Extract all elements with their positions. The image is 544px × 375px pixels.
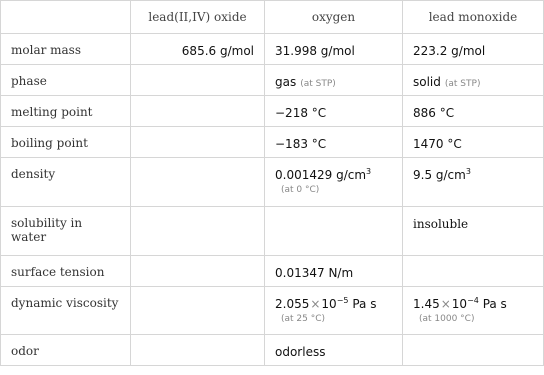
column-header-oxygen: oxygen (265, 1, 403, 34)
cell-oxygen: odorless (265, 335, 403, 366)
row-label: molar mass (1, 34, 131, 65)
cell-lead-monoxide: 1470 °C (403, 127, 544, 158)
condition-note: (at 0 °C) (281, 185, 320, 195)
mantissa: 2.055 (275, 297, 310, 311)
corner-cell (1, 1, 131, 34)
exponent: −4 (467, 296, 479, 305)
row-label: boiling point (1, 127, 131, 158)
cell-lead-ii-iv-oxide (131, 127, 265, 158)
unit: Pa s (352, 297, 377, 311)
column-header-lead-monoxide: lead monoxide (403, 1, 544, 34)
cell-lead-monoxide (403, 287, 544, 335)
table-row-melting-point (1, 96, 544, 127)
row-label: surface tension (1, 256, 131, 287)
row-label: odor (1, 335, 131, 366)
value: solid (413, 75, 441, 89)
cell-lead-monoxide: insoluble (403, 207, 544, 256)
condition-note: (at STP) (300, 79, 336, 89)
mantissa: 1.45 (413, 297, 440, 311)
table-row-dynamic-viscosity (1, 287, 544, 335)
column-header-lead-ii-iv-oxide: lead(II,IV) oxide (131, 1, 265, 34)
header-row (1, 1, 544, 34)
cell-lead-ii-iv-oxide (131, 65, 265, 96)
table-row-surface-tension (1, 256, 544, 287)
row-label: solubility in water (1, 207, 131, 256)
cell-lead-monoxide (403, 256, 544, 287)
cell-oxygen: −218 °C (265, 96, 403, 127)
exponent: 3 (465, 167, 471, 176)
cell-lead-ii-iv-oxide: 685.6 g/mol (131, 34, 265, 65)
cell-oxygen (265, 207, 403, 256)
cell-lead-ii-iv-oxide (131, 256, 265, 287)
base: 10 (451, 297, 468, 311)
cell-lead-monoxide: 886 °C (403, 96, 544, 127)
table-row-solubility-in-water (1, 207, 544, 256)
exponent: −5 (336, 296, 349, 305)
cell-lead-ii-iv-oxide (131, 158, 265, 207)
cell-oxygen: −183 °C (265, 127, 403, 158)
base: 10 (321, 297, 337, 311)
value: gas (275, 75, 297, 89)
condition-note: (at 1000 °C) (419, 314, 475, 324)
cell-lead-ii-iv-oxide (131, 287, 265, 335)
value: 0.001429 g/cm (275, 168, 367, 182)
table-row-density (1, 158, 544, 207)
table-row-boiling-point (1, 127, 544, 158)
value: 9.5 g/cm (413, 168, 466, 182)
cell-oxygen (265, 158, 403, 207)
cell-oxygen: 0.01347 N/m (265, 256, 403, 287)
table-row-molar-mass (1, 34, 544, 65)
cell-lead-ii-iv-oxide (131, 96, 265, 127)
cell-lead-monoxide (403, 65, 544, 96)
table-row-phase (1, 65, 544, 96)
cell-oxygen (265, 65, 403, 96)
unit: Pa s (482, 297, 507, 311)
cell-lead-monoxide: 223.2 g/mol (403, 34, 544, 65)
row-label: phase (1, 65, 131, 96)
row-label: dynamic viscosity (1, 287, 131, 335)
condition-note: (at STP) (444, 79, 481, 89)
cell-lead-monoxide (403, 158, 544, 207)
exponent: 3 (366, 167, 372, 176)
table-row-odor (1, 335, 544, 366)
times-sign: × (310, 297, 321, 311)
times-sign: × (440, 297, 451, 311)
cell-oxygen: 31.998 g/mol (265, 34, 403, 65)
cell-lead-monoxide (403, 335, 544, 366)
cell-lead-ii-iv-oxide (131, 207, 265, 256)
cell-oxygen (265, 287, 403, 335)
condition-note: (at 25 °C) (281, 314, 326, 324)
row-label: density (1, 158, 131, 207)
row-label: melting point (1, 96, 131, 127)
cell-lead-ii-iv-oxide (131, 335, 265, 366)
